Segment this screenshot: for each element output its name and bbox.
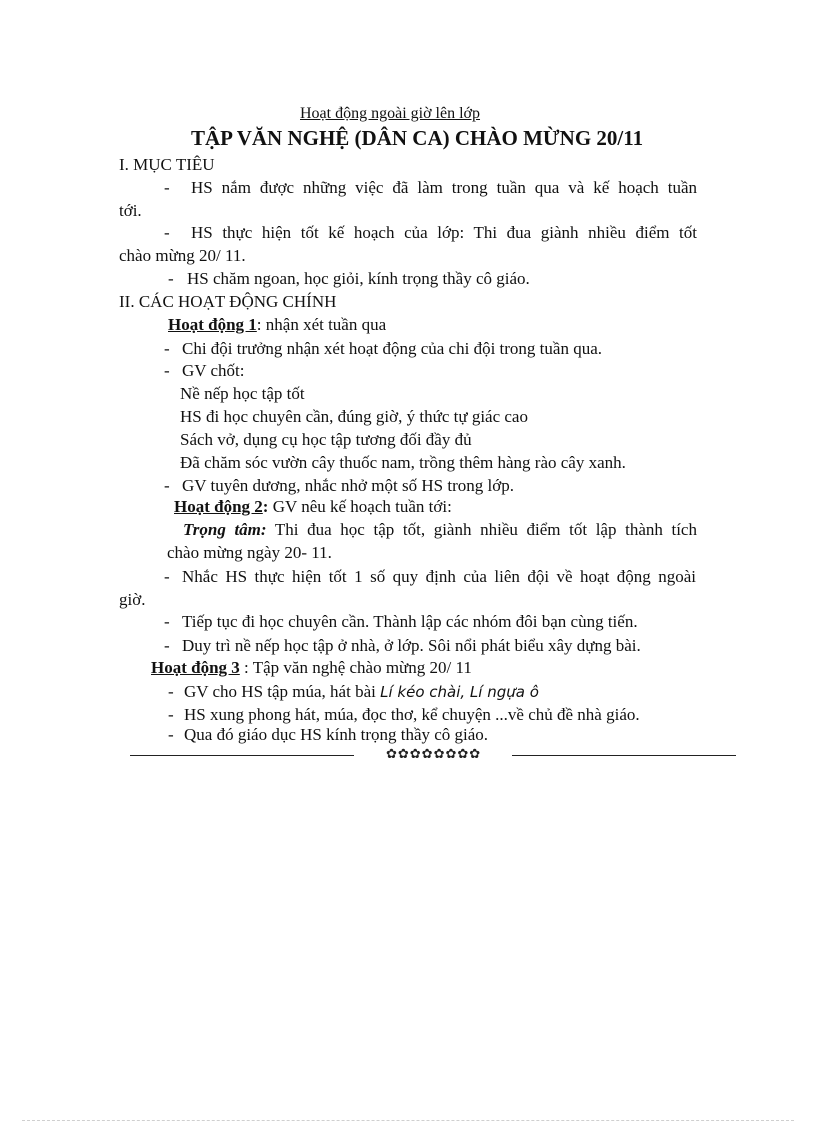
- objective-2-line2: chào mừng 20/ 11.: [119, 246, 246, 265]
- activity3-text: : Tập văn nghệ chào mừng 20/ 11: [239, 658, 472, 677]
- activity2-bullet2: Tiếp tục đi học chuyên cần. Thành lập các nhóm đôi bạn cùng tiến.: [182, 612, 638, 631]
- bullet-dash: -: [168, 725, 174, 744]
- divider-right-rule: [512, 755, 736, 756]
- activity3-label: Hoạt động 3: [151, 658, 240, 677]
- activity2-bullet1-line1: Nhắc HS thực hiện tốt 1 số quy định của liên đội về hoạt động ngoài: [182, 567, 696, 586]
- bullet-dash: -: [164, 612, 170, 631]
- bullet-dash: -: [164, 476, 170, 495]
- activity2-colon: :: [262, 497, 269, 516]
- document-title: TẬP VĂN NGHỆ (DÂN CA) CHÀO MỪNG 20/11: [191, 126, 644, 150]
- objective-1-line2: tới.: [119, 201, 142, 220]
- activity1-sub-1: Nề nếp học tập tốt: [180, 384, 305, 403]
- activity3-songs: Lí kéo chài, Lí ngựa ô: [380, 683, 539, 701]
- activity2-bullet3: Duy trì nề nếp học tập ở nhà, ở lớp. Sôi nổi phát biểu xây dựng bài.: [182, 636, 641, 655]
- bullet-dash: -: [164, 339, 170, 358]
- focus-text: Thi đua học tập tốt, giành nhiều điểm tốt lập thành tích: [266, 520, 697, 539]
- activity1-text: : nhận xét tuần qua: [256, 315, 387, 334]
- activity2-heading: [174, 497, 452, 517]
- section1-title: I. MỤC TIÊU: [119, 155, 215, 174]
- divider-left-rule: [130, 755, 354, 756]
- activity1-sub-4: Đã chăm sóc vườn cây thuốc nam, trồng thêm hàng rào cây xanh.: [180, 453, 626, 472]
- objective-2-line1: HS thực hiện tốt kế hoạch của lớp: Thi đua giành nhiều điểm tốt: [191, 223, 697, 242]
- activity3-heading: [151, 658, 472, 678]
- bullet-dash: -: [168, 705, 174, 724]
- activity3-bullet3: Qua đó giáo dục HS kính trọng thầy cô giáo.: [184, 725, 489, 744]
- activity1-sub-3: Sách vở, dụng cụ học tập tương đối đầy đủ: [180, 430, 472, 449]
- activity2-focus-line2: chào mừng ngày 20- 11.: [167, 543, 332, 562]
- activity3-bullet2: HS xung phong hát, múa, đọc thơ, kể chuyện ...về chủ đề nhà giáo.: [184, 705, 640, 724]
- activity1-sub-2: HS đi học chuyên cần, đúng giờ, ý thức tự giác cao: [180, 407, 528, 426]
- bullet-dash: -: [164, 223, 170, 242]
- objective-1-line1: HS nắm được những việc đã làm trong tuần qua và kế hoạch tuần: [191, 178, 697, 197]
- activity2-focus-line1: [183, 520, 697, 540]
- focus-label: Trọng tâm:: [183, 520, 267, 539]
- bullet-dash: -: [164, 361, 170, 380]
- activity1-bullet2: GV chốt:: [182, 361, 245, 380]
- page-bottom-rule: [22, 1120, 794, 1121]
- activity1-label: Hoạt động 1: [168, 315, 257, 334]
- activity1-heading: [168, 315, 386, 335]
- bullet-dash: -: [164, 178, 170, 197]
- objective-3-line1: HS chăm ngoan, học giỏi, kính trọng thầy cô giáo.: [187, 269, 530, 288]
- activity2-bullet1-line2: giờ.: [119, 590, 146, 609]
- activity1-bullet1: Chi đội trưởng nhận xét hoạt động của chi đội trong tuần qua.: [182, 339, 602, 358]
- divider-ornament: ✿✿✿✿✿✿✿✿: [386, 746, 482, 761]
- activity2-label: Hoạt động 2: [174, 497, 263, 516]
- activity3-bullet1-text: GV cho HS tập múa, hát bài: [184, 682, 381, 701]
- activity3-bullet1: [184, 682, 539, 702]
- bullet-dash: -: [164, 636, 170, 655]
- bullet-dash: -: [168, 269, 174, 288]
- activity1-bullet3: GV tuyên dương, nhắc nhở một số HS trong lớp.: [182, 476, 514, 495]
- section2-title: II. CÁC HOẠT ĐỘNG CHÍNH: [119, 292, 337, 311]
- document-subtitle: Hoạt động ngoài giờ lên lớp: [300, 105, 481, 122]
- activity2-text: GV nêu kế hoạch tuần tới:: [268, 497, 452, 516]
- bullet-dash: -: [168, 682, 174, 701]
- bullet-dash: -: [164, 567, 170, 586]
